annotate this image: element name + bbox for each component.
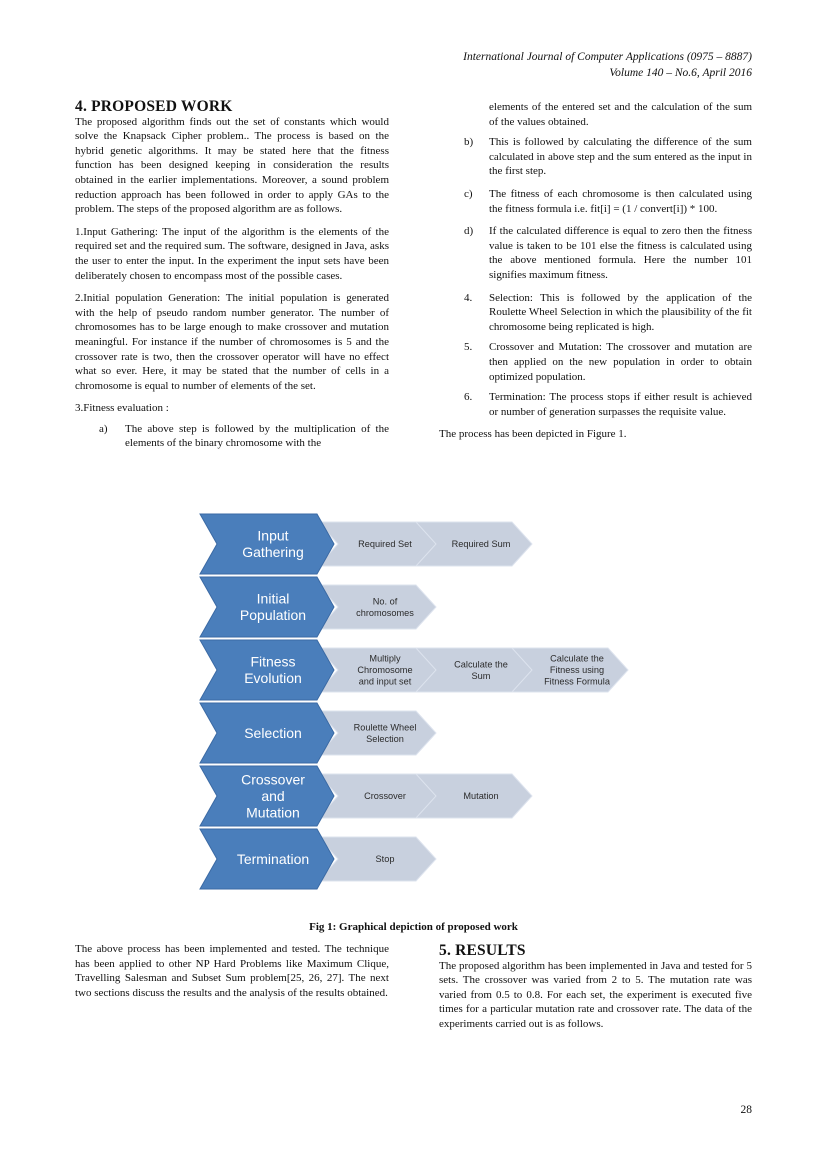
- step-1-paragraph: 1.Input Gathering: The input of the algorithm is the elements of the required set and the required sum. The software, designed in Java, asks the user to enter the input. In the experiment the input sets have been deliberately chosen to encompass most of the possible cases.: [75, 225, 389, 282]
- figure-caption: Fig 1: Graphical depiction of proposed work: [309, 921, 518, 933]
- sub-step-label: Crossover: [364, 791, 406, 802]
- main-step-label: Input Gathering: [242, 527, 304, 561]
- list-item-6: [439, 390, 752, 419]
- list-text: This is followed by calculating the difference of the sum calculated in above step and the sum entered as the input in the first step.: [489, 136, 752, 178]
- step-3-heading: 3.Fitness evaluation :: [75, 402, 169, 415]
- intro-paragraph: The proposed algorithm finds out the set of constants which would solve the Knapsack Cipher problem.. The process is based on the hybrid genetic algorithms. It may be stated here that the fitness function has been designed keeping in consideration the results obtained in the earlier implementations. Moreover, a sound problem reduction approach has been followed in order to apply GAs to the problem. The steps of the proposed algorithm are as follows.: [75, 115, 389, 216]
- list-text: The fitness of each chromosome is then calculated using the fitness formula i.e. fit[i] = (1 / convert[i]) * 100.: [489, 187, 752, 215]
- figure-reference-paragraph: The process has been depicted in Figure 1.: [439, 428, 627, 441]
- step-2-paragraph: 2.Initial population Generation: The initial population is generated with the help of pseudo random number generator. The number of chromosomes has to be large enough to make crossover and mutation meaningful. For instance if the number of chromosomes is 5 and the crossover rate is two, then the crossover operator will have no effect what so ever. Here, it may be stated that the number of cells in a chromosome is equal to number of elements of the set.: [75, 292, 389, 392]
- implementation-paragraph: The above process has been implemented and tested. The technique has been applied to other NP Hard Problems like Maximum Clique, Travelling Salesman and Subset Sum problem[25, 26, 27]. The next two sections discuss the results and the analysis of the results obtained.: [75, 943, 389, 999]
- process-diagram: [190, 510, 650, 910]
- list-label: d): [464, 225, 474, 238]
- sub-step-label: Calculate the Sum: [454, 659, 508, 681]
- sub-step-label: Stop: [375, 854, 395, 865]
- list-item-d: [439, 224, 752, 282]
- journal-name: International Journal of Computer Applications (0975 – 8887): [463, 51, 752, 63]
- sub-step-label: Required Set: [358, 539, 412, 550]
- sub-step-label: Calculate the Fitness using Fitness Formula: [544, 653, 610, 687]
- sub-step-label: No. of chromosomes: [356, 596, 414, 618]
- sub-step-label: Required Sum: [451, 539, 511, 550]
- list-item-b: [439, 135, 752, 179]
- main-step-label: Termination: [236, 850, 310, 867]
- list-text: Selection: This is followed by the application of the Roulette Wheel Selection in which the plausibility of the fit chromosome being replicated is high.: [489, 291, 752, 333]
- list-item-c: [439, 187, 752, 216]
- list-label: a): [99, 422, 108, 435]
- sub-step-label: Roulette Wheel Selection: [353, 722, 417, 744]
- left-column-bottom: [75, 942, 389, 1008]
- main-step-label: Crossover and Mutation: [241, 771, 305, 821]
- list-item-a: [75, 422, 389, 451]
- main-step-label: Initial Population: [239, 590, 307, 624]
- section-5-heading: 5. RESULTS: [439, 942, 526, 959]
- journal-volume: Volume 140 – No.6, April 2016: [609, 67, 752, 79]
- results-paragraph: The proposed algorithm has been implemented in Java and tested for 5 sets. The crossover was varied from 2 to 5. The mutation rate was varied from 0.5 to 0.8. For each set, the experiment is executed five times for a particular mutation rate and crossover rate. The data of the experiments carried out is as follows.: [439, 959, 752, 1030]
- running-header: [463, 49, 752, 81]
- list-text: elements of the entered set and the calculation of the sum of the values obtained.: [489, 101, 752, 128]
- list-text: The above step is followed by the multiplication of the elements of the binary chromosome with the: [125, 422, 389, 450]
- list-label: 6.: [464, 391, 473, 404]
- sub-step-label: Mutation: [463, 791, 499, 802]
- right-column-bottom: [439, 944, 752, 1040]
- list-text: Termination: The process stops if either result is achieved or number of generation surpasses the requisite value.: [489, 391, 752, 418]
- list-label: 5.: [464, 341, 473, 354]
- list-text: Crossover and Mutation: The crossover and mutation are then applied on the new population in order to obtain optimized population.: [489, 341, 752, 383]
- list-item-a-continued: [439, 100, 752, 129]
- list-item-5: [439, 340, 752, 384]
- sub-step-label: Multiply Chromosome and input set: [357, 653, 413, 687]
- page-number: 28: [740, 1104, 752, 1116]
- list-label: b): [464, 136, 474, 149]
- list-text: If the calculated difference is equal to zero then the fitness value is taken to be 101 else the fitness is calculated using the above mentioned formula. Here the number 101 signifies maximum fitness.: [489, 225, 752, 281]
- diagram-row: [200, 829, 436, 889]
- right-column: [439, 100, 752, 450]
- main-step-label: Selection: [244, 724, 302, 741]
- main-step-label: Fitness Evolution: [244, 653, 302, 687]
- list-label: 4.: [464, 291, 473, 304]
- section-4-heading: 4. PROPOSED WORK: [75, 98, 233, 115]
- list-label: c): [464, 187, 473, 200]
- list-item-4: [439, 291, 752, 335]
- left-column: [75, 100, 389, 457]
